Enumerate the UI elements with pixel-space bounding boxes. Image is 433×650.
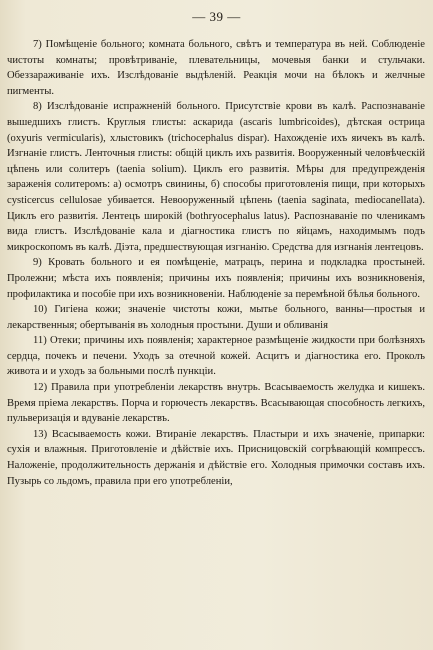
page-number: — 39 — xyxy=(192,9,241,24)
paragraph-7: 7) Помѣщеніе больного; комната больного, свѣтъ и температура въ ней. Соблюденіе чистоты комнаты; провѣтриваніе, плевательницы, мочевыя банки и стульчаки. Обеззараживаніе ихъ. Изслѣдованіе выдѣленій. Реакція мочи на бѣлокъ и желчные пигменты. xyxy=(7,39,425,97)
paragraph-12: 12) Правила при употребленіи лекарствъ внутрь. Всасываемость желудка и кишекъ. Время пріема лекарствъ. Порча и горючесть лекарствъ. Всасывающая способность легкихъ, пульверизація и вдуваніе лекарствъ. xyxy=(7,382,425,425)
paragraph-9: 9) Кровать больного и ея помѣщеніе, матрацъ, перина и подкладка простыней. Пролежни; мѣста ихъ появленія; причины ихъ появленія; причины ихъ возникновенія, профилактика и пособіе при ихъ возникновеніи. Наблюденіе за перемѣной бѣлья больного. xyxy=(7,257,425,300)
paragraph-8: 8) Изслѣдованіе испражненій больного. Присутствіе крови въ калѣ. Распознаваніе вышедшихъ глистъ. Круглыя глисты: аскарида (ascaris lumbricoides), дѣтская острица (oxyuris vermicularis), хлыстовикъ (trichocephalus dispar). Нахожденіе ихъ яичекъ въ калѣ. Изгнаніе глистъ. Ленточныя глисты: общій циклъ ихъ развитія. Вооруженный человѣческій цѣпень или солитеръ (taenia solium). Циклъ его развитія. Мѣры для предупрежденія зараженія солитеромъ: а) осмотръ свинины, б) способы приготовленія пищи, при которыхъ cysticercus cellulosae убивается. Невооруженный цѣпень (taenia saginata, mediocanellata). Циклъ его развитія. Лентецъ широкій (bothryocephalus latus). Распознаваніе по членикамъ вида глистъ. Изслѣдованіе кала и діагностика глистъ по яйцамъ, находимымъ подъ микроскопомъ въ калѣ. Діэта, предшествующая изгнанію. Средства для изгнанія лентецовъ. xyxy=(7,101,425,253)
page-body xyxy=(7,37,425,489)
paragraph-11: 11) Отеки; причины ихъ появленія; характерное размѣщеніе жидкости при болѣзняхъ сердца, почекъ и печени. Уходъ за отечной кожей. Асцитъ и діагностика его. Проколъ живота и и уходъ за больными послѣ пункціи. xyxy=(7,335,425,378)
paragraph-13: 13) Всасываемость кожи. Втираніе лекарствъ. Пластыри и ихъ значеніе, припарки: сухія и влажныя. Приготовленіе и дѣйствіе ихъ. Присницовскій согрѣвающій компрессъ. Наложеніе, продолжительность держанія и дѣйствіе его. Холодныя примочки составъ ихъ. Пузырь со льдомъ, правила при его употребленіи, xyxy=(7,428,425,487)
paragraph-10: 10) Гигіена кожи; значеніе чистоты кожи, мытье больного, ванны—простыя и лекарственныя; обертыванія въ холодныя простыни. Души и обливанія xyxy=(7,304,425,331)
